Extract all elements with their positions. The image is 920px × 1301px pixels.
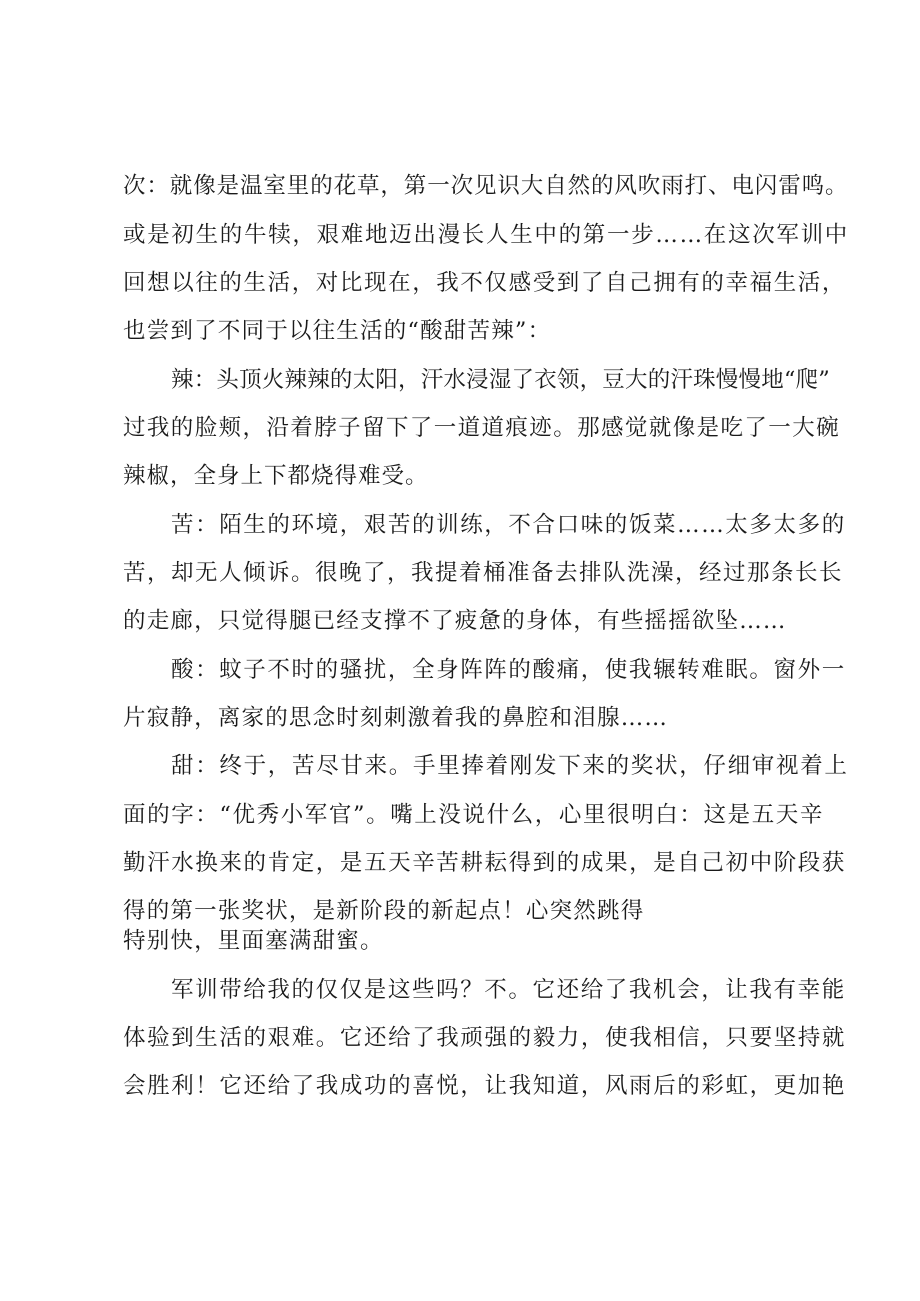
text-line: 体验到生活的艰难。它还给了我顽强的毅力，使我相信，只要坚持就 [123, 1025, 847, 1051]
paragraph-conclusion-start: 军训带给我的仅仅是这些吗？不。它还给了我机会，让我有幸能 [171, 977, 846, 1003]
text-line: 面的字：“优秀小军官”。嘴上没说什么，心里很明白：这是五天辛 [123, 802, 825, 828]
text-line: 片寂静，离家的思念时刻刺激着我的鼻腔和泪腺…… [123, 705, 669, 731]
text-line: 或是初生的牛犊，艰难地迈出漫长人生中的第一步……在这次军训中 [123, 222, 850, 248]
text-line: 的走廊，只觉得腿已经支撑不了疲惫的身体，有些摇摇欲坠…… [123, 608, 787, 634]
text-line: 过我的脸颊，沿着脖子留下了一道道痕迹。那感觉就像是吃了一大碗 [123, 415, 841, 441]
text-line: 勤汗水换来的肯定，是五天辛苦耕耘得到的成果，是自己初中阶段获 [123, 850, 847, 876]
text-line: 得的第一张奖状，是新阶段的新起点！心突然跳得 [123, 898, 645, 924]
paragraph-sour-start: 酸：蚊子不时的骚扰，全身阵阵的酸痛，使我辗转难眠。窗外一 [171, 657, 846, 683]
text-line: 也尝到了不同于以往生活的“酸甜苦辣”： [123, 318, 552, 344]
paragraph-sweet-start: 甜：终于，苦尽甘来。手里捧着刚发下来的奖状，仔细审视着上 [171, 753, 849, 779]
text-line: 苦，却无人倾诉。很晚了，我提着桶准备去排队洗澡，经过那条长长 [123, 560, 844, 586]
text-line: 特别快，里面塞满甜蜜。 [123, 928, 384, 954]
paragraph-spicy-start: 辣：头顶火辣辣的太阳，汗水浸湿了衣领，豆大的汗珠慢慢地“爬” [171, 367, 831, 393]
text-line: 辣椒，全身上下都烧得难受。 [123, 463, 429, 489]
text-line: 回想以往的生活，对比现在，我不仅感受到了自己拥有的幸福生活， [123, 270, 847, 296]
paragraph-bitter-start: 苦：陌生的环境，艰苦的训练，不合口味的饭菜……太多太多的 [171, 512, 846, 538]
text-line: 会胜利！它还给了我成功的喜悦，让我知道，风雨后的彩虹，更加艳 [123, 1073, 847, 1099]
text-line: 次：就像是温室里的花草，第一次见识大自然的风吹雨打、电闪雷鸣。 [123, 173, 849, 199]
